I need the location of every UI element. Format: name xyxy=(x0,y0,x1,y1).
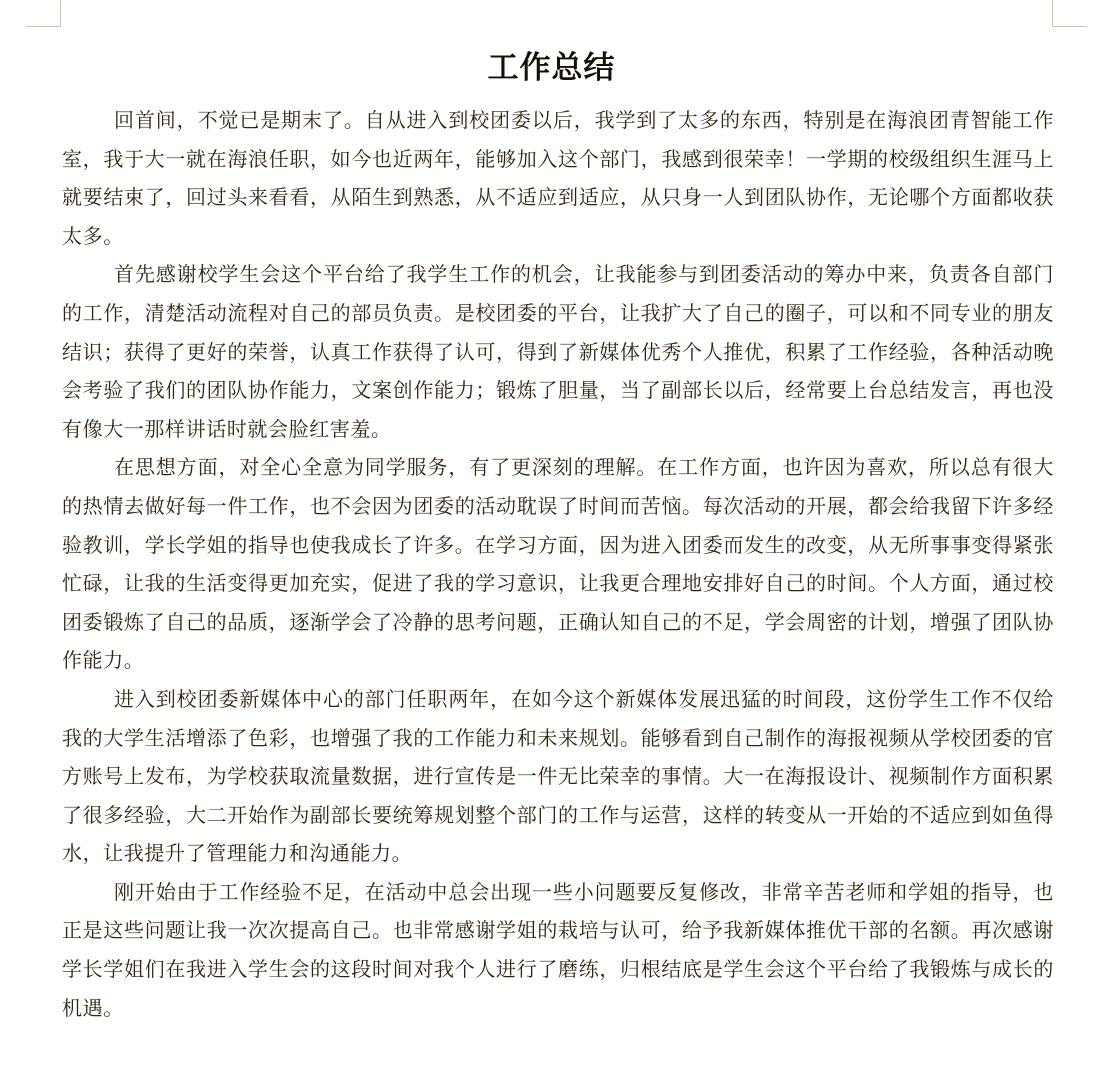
document-title: 工作总结 xyxy=(487,50,616,86)
crop-mark-top-left xyxy=(26,0,61,27)
paragraph-4: 进入到校团委新媒体中心的部门任职两年，在如今这个新媒体发展迅猛的时间段，这份学生工作不仅给我的大学生活增添了色彩，也增强了我的工作能力和未来规划。能够看到自己制作的海报视频从学校团委的官方账号上发布，为学校获取流量数据，进行宣传是一件无比荣幸的事情。大一在海报设计、视频制作方面积累了很多经验，大二开始作为副部长要统筹规划整个部门的工作与运营，这样的转变从一开始的不适应到如鱼得水，让我提升了管理能力和沟通能力。 xyxy=(62,686,1054,866)
paragraph-5: 刚开始由于工作经验不足，在活动中总会出现一些小问题要反复修改，非常辛苦老师和学姐的指导，也正是这些问题让我一次次提高自己。也非常感谢学姐的栽培与认可，给予我新媒体推优干部的名额。再次感谢学长学姐们在我进入学生会的这段时间对我个人进行了磨练，归根结底是学生会这个平台给了我锻炼与成长的机遇。 xyxy=(62,879,1054,1020)
paragraph-1: 回首间，不觉已是期末了。自从进入到校团委以后，我学到了太多的东西，特别是在海浪团青智能工作室，我于大一就在海浪任职，如今也近两年，能够加入这个部门，我感到很荣幸！一学期的校级组织生涯马上就要结束了，回过头来看看，从陌生到熟悉，从不适应到适应，从只身一人到团队协作，无论哪个方面都收获太多。 xyxy=(62,108,1054,248)
paragraph-3: 在思想方面，对全心全意为同学服务，有了更深刻的理解。在工作方面，也许因为喜欢，所以总有很大的热情去做好每一件工作，也不会因为团委的活动耽误了时间而苦恼。每次活动的开展，都会给我留下许多经验教训，学长学姐的指导也使我成长了许多。在学习方面，因为进入团委而发生的改变，从无所事事变得紧张忙碌，让我的生活变得更加充实，促进了我的学习意识，让我更合理地安排好自己的时间。个人方面，通过校团委锻炼了自己的品质，逐渐学会了冷静的思考问题，正确认知自己的不足，学会周密的计划，增强了团队协作能力。 xyxy=(62,455,1054,673)
crop-mark-top-right xyxy=(1052,0,1087,27)
document-body xyxy=(62,101,1054,1027)
paragraph-2: 首先感谢校学生会这个平台给了我学生工作的机会，让我能参与到团委活动的筹办中来，负责各自部门的工作，清楚活动流程对自己的部员负责。是校团委的平台，让我扩大了自己的圈子，可以和不同专业的朋友结识；获得了更好的荣誉，认真工作获得了认可，得到了新媒体优秀个人推优，积累了工作经验，各种活动晚会考验了我们的团队协作能力，文案创作能力；锻炼了胆量，当了副部长以后，经常要上台总结发言，再也没有像大一那样讲话时就会脸红害羞。 xyxy=(62,262,1054,441)
